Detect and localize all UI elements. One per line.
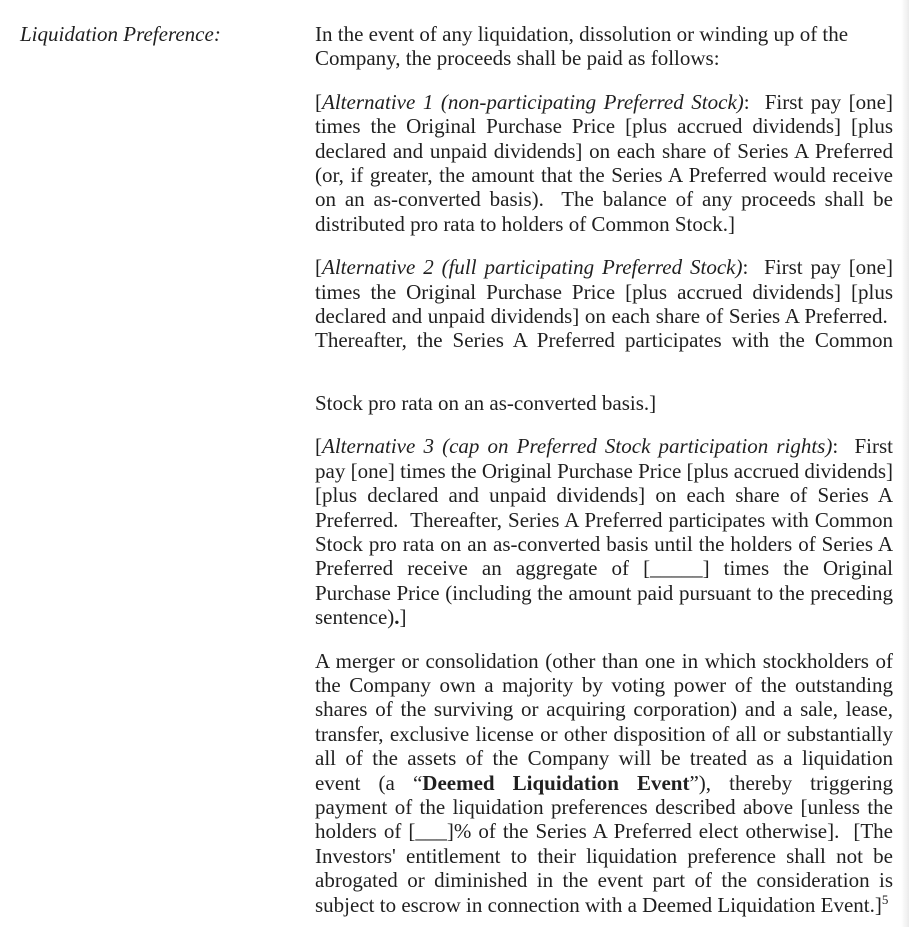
paragraph-intro: In the event of any liquidation, dissolution or winding up of the Company, the proceeds shall be paid as follows: — [315, 22, 849, 71]
alt2-body-text: : First pay [one] times the Original Purchase Price [plus accrued dividends] [plus declared and unpaid dividends] on each share of Series A Preferred. Thereafter, the Series A Preferred participates with the Common — [315, 255, 894, 353]
alt3-body-text: : First pay [one] times the Original Purchase Price [plus accrued dividends] [plus declared and unpaid dividends] on each share of Series A Preferred. Thereafter, Series A Preferred participates with Common Stock pro rata on an as-converted basis until the holders of Series A Preferred receive an aggregate of [_____] times the Original Purchase Price (including the amount paid pursuant to the preceding sentence) — [315, 434, 893, 630]
content-column — [315, 22, 893, 917]
paragraph-alternative-1 — [315, 90, 893, 236]
alt2-open-bracket: [ — [315, 255, 322, 280]
paragraph-alternative-2 — [315, 255, 893, 353]
paragraph-alternative-3 — [315, 434, 893, 629]
alt3-lead-italic: Alternative 3 (cap on Preferred Stock participation rights) — [322, 434, 833, 459]
deemed-liquidation-event-bold-term: Deemed Liquidation Event — [422, 770, 690, 795]
merger-text-after-bold: ”), thereby triggering payment of the liquidation preferences described above [unless the holders of [___]% of the Series A Preferred elect otherwise]. [The Investors' entitlement to their liquidation preference shall not be abrogated or diminished in the event part of the consideration is subject to escrow in connection with a Deemed Liquidation Event.] — [315, 770, 893, 917]
alt1-open-bracket: [ — [315, 89, 322, 114]
alt1-body-text: : First pay [one] times the Original Purchase Price [plus accrued dividends] [plus declared and unpaid dividends] on each share of Series A Preferred (or, if greater, the amount that the Series A Preferred would receive on an as-converted basis). The balance of any proceeds shall be distributed pro rata to holders of Common Stock.] — [315, 89, 893, 236]
alt3-close-bracket: ] — [399, 605, 407, 630]
footnote-reference-5: 5 — [881, 891, 889, 907]
alt2-lead-italic: Alternative 2 (full participating Preferred Stock) — [322, 255, 743, 280]
term-label-column — [20, 22, 305, 46]
paragraph-alternative-2-continued: Stock pro rata on an as-converted basis.] — [315, 390, 657, 415]
paragraph-deemed-liquidation-event — [315, 649, 893, 917]
alt1-lead-italic: Alternative 1 (non-participating Preferred Stock) — [322, 89, 744, 114]
merger-text-before-bold: A merger or consolidation (other than one in which stockholders of the Company own a majority by voting power of the outstanding shares of the surviving or acquiring corporation) and a sale, lease, transfer, exclusive license or other disposition of all or substantially all of the assets of the Company will be treated as a liquidation event (a “ — [315, 648, 893, 795]
scan-edge-artifact — [901, 0, 909, 927]
alt3-open-bracket: [ — [315, 434, 322, 459]
alt3-bold-period: . — [394, 605, 400, 630]
term-label-liquidation-preference: Liquidation Preference: — [20, 22, 221, 46]
